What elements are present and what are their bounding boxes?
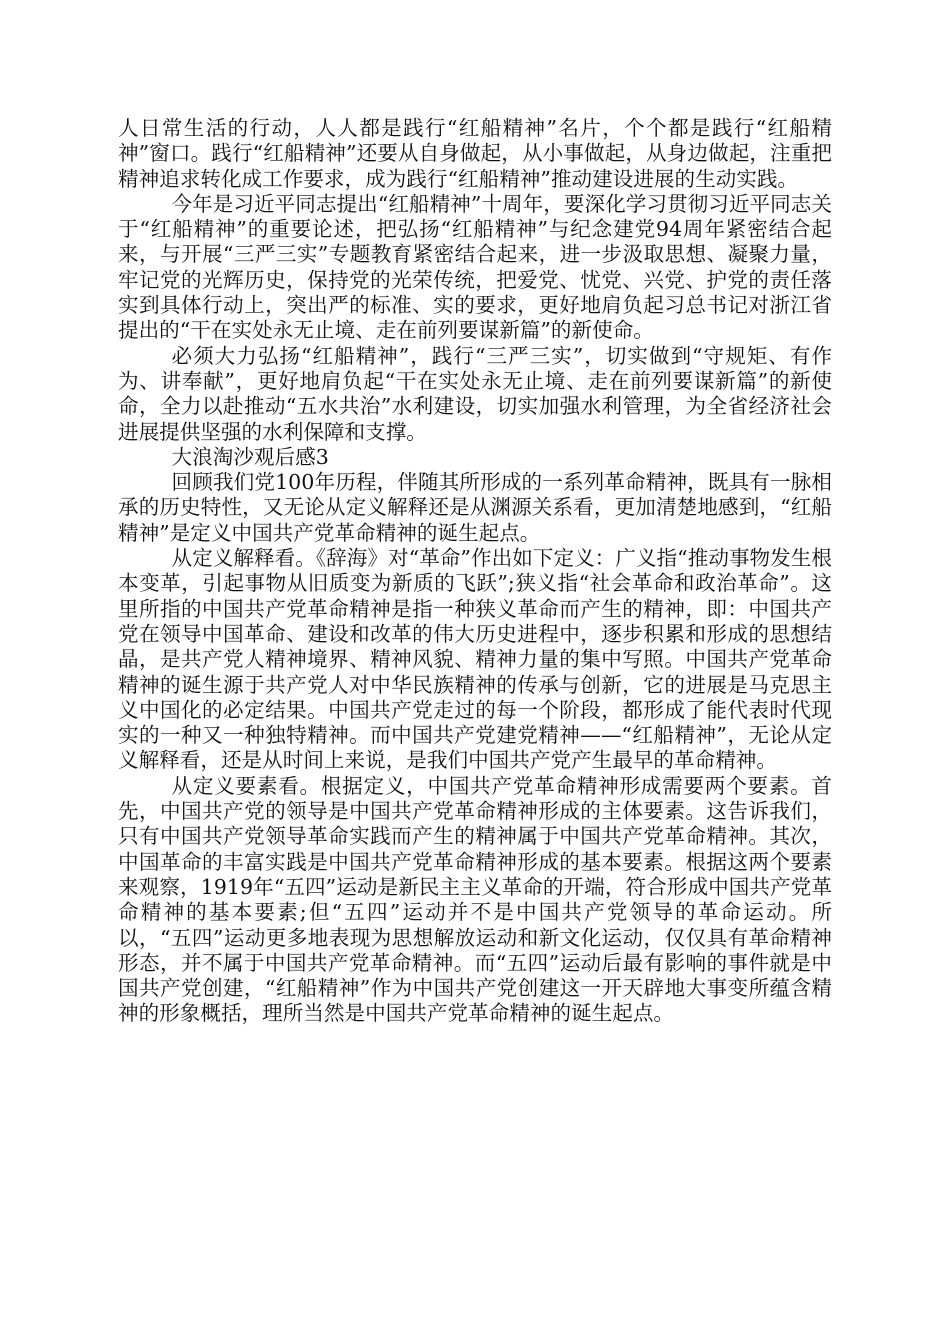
- body-paragraph: 从定义解释看。《辞海》对“革命”作出如下定义：广义指“推动事物发生根本变革，引起事物从旧质变为新质的飞跃”;狭义指“社会革命和政治革命”。这里所指的中国共产党革命精神是指一种狭义革命而产生的精神，即：中国共产党在领导中国革命、建设和改革的伟大历史进程中，逐步积累和形成的思想结晶，是共产党人精神境界、精神风貌、精神力量的集中写照。中国共产党革命精神的诞生源于共产党人对中华民族精神的传承与创新，它的进展是马克思主义中国化的必定结果。中国共产党走过的每一个阶段，都形成了能代表时代现实的一种又一种独特精神。而中国共产党建党精神——“红船精神”，无论从定义解释看，还是从时间上来说，是我们中国共产党产生最早的革命精神。: [118, 546, 832, 773]
- body-paragraph: 回顾我们党100年历程，伴随其所形成的一系列革命精神，既具有一脉相承的历史特性，又无论从定义解释还是从渊源关系看，更加清楚地感到，“红船精神”是定义中国共产党革命精神的诞生起点。: [118, 470, 832, 545]
- body-paragraph: 必须大力弘扬“红船精神”，践行“三严三实”，切实做到“守规矩、有作为、讲奉献”，更好地肩负起“干在实处永无止境、走在前列要谋新篇”的新使命，全力以赴推动“五水共治”水利建设，切实加强水利管理，为全省经济社会进展提供坚强的水利保障和支撑。: [118, 343, 832, 444]
- body-paragraph: 从定义要素看。根据定义，中国共产党革命精神形成需要两个要素。首先，中国共产党的领导是中国共产党革命精神形成的主体要素。这告诉我们，只有中国共产党领导革命实践而产生的精神属于中国共产党革命精神。其次，中国革命的丰富实践是中国共产党革命精神形成的基本要素。根据这两个要素来观察，1919年“五四”运动是新民主主义革命的开端，符合形成中国共产党革命精神的基本要素;但“五四”运动并不是中国共产党领导的革命运动。所以，“五四”运动更多地表现为思想解放运动和新文化运动，仅仅具有革命精神形态，并不属于中国共产党革命精神。而“五四”运动后最有影响的事件就是中国共产党创建，“红船精神”作为中国共产党创建这一开天辟地大事变所蕴含精神的形象概括，理所当然是中国共产党革命精神的诞生起点。: [118, 773, 832, 1026]
- section-heading: 大浪淘沙观后感3: [171, 444, 329, 469]
- body-paragraph: 人日常生活的行动，人人都是践行“红船精神”名片，个个都是践行“红船精神”窗口。践行“红船精神”还要从自身做起，从小事做起，从身边做起，注重把精神追求转化成工作要求，成为践行“红船精神”推动建设进展的生动实践。: [118, 116, 832, 191]
- body-paragraph: 今年是习近平同志提出“红船精神”十周年，要深化学习贯彻习近平同志关于“红船精神”的重要论述，把弘扬“红船精神”与纪念建党94周年紧密结合起来，与开展“三严三实”专题教育紧密结合起来，进一步汲取思想、凝聚力量，牢记党的光辉历史，保持党的光荣传统，把爱党、忧党、兴党、护党的责任落实到具体行动上，突出严的标准、实的要求，更好地肩负起习总书记对浙江省提出的“干在实处永无止境、走在前列要谋新篇”的新使命。: [118, 191, 832, 343]
- document-page: [118, 116, 832, 1027]
